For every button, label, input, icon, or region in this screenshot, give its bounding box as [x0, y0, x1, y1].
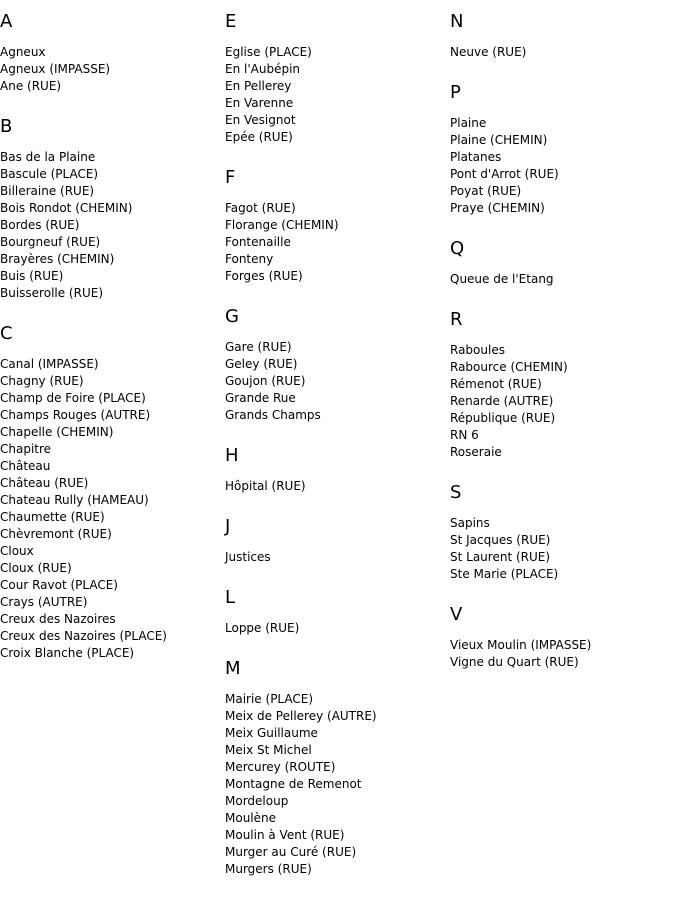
- letter-section-n: [450, 10, 670, 61]
- street-item: Poyat (RUE): [450, 184, 522, 198]
- street-item: Croix Blanche (PLACE): [0, 646, 135, 660]
- index-column-2: [225, 10, 445, 898]
- street-item: Meix de Pellerey (AUTRE): [225, 709, 377, 723]
- section-letter-heading: F: [225, 167, 236, 188]
- section-letter-heading: A: [0, 11, 13, 32]
- street-item: Murgers (RUE): [225, 862, 312, 876]
- street-item: Goujon (RUE): [225, 374, 306, 388]
- street-list: [450, 115, 670, 217]
- section-letter-heading: Q: [450, 238, 465, 259]
- section-letter-heading: V: [450, 604, 463, 625]
- street-item: Hôpital (RUE): [225, 479, 306, 493]
- street-item: Chateau Rully (HAMEAU): [0, 493, 149, 507]
- street-list: [225, 620, 445, 637]
- street-list: [0, 356, 220, 662]
- section-letter-heading: J: [225, 516, 231, 537]
- street-item: En Vesignot: [225, 113, 296, 127]
- street-list: [450, 271, 670, 288]
- letter-section-f: [225, 166, 445, 285]
- street-item: Neuve (RUE): [450, 45, 527, 59]
- index-column-3: [450, 10, 670, 691]
- section-letter-heading: C: [0, 323, 13, 344]
- section-letter-heading: G: [225, 306, 239, 327]
- street-item: Fagot (RUE): [225, 201, 296, 215]
- letter-section-a: [0, 10, 220, 95]
- letter-section-p: [450, 81, 670, 217]
- street-item: St Jacques (RUE): [450, 533, 551, 547]
- street-item: Chapelle (CHEMIN): [0, 425, 114, 439]
- section-letter-heading: P: [450, 82, 461, 103]
- street-item: Pont d'Arrot (RUE): [450, 167, 559, 181]
- street-item: Buis (RUE): [0, 269, 64, 283]
- street-item: Platanes: [450, 150, 502, 164]
- street-item: Loppe (RUE): [225, 621, 300, 635]
- street-item: Agneux (IMPASSE): [0, 62, 111, 76]
- street-item: En l'Aubépin: [225, 62, 301, 76]
- street-item: Canal (IMPASSE): [0, 357, 99, 371]
- street-item: Queue de l'Etang: [450, 272, 554, 286]
- street-item: Montagne de Remenot: [225, 777, 362, 791]
- street-list: [225, 549, 445, 566]
- street-item: RN 6: [450, 428, 479, 442]
- letter-section-q: [450, 237, 670, 288]
- letter-section-c: [0, 322, 220, 662]
- section-letter-heading: B: [0, 116, 13, 137]
- letter-section-h: [225, 444, 445, 495]
- letter-section-m: [225, 657, 445, 878]
- street-item: Bourgneuf (RUE): [0, 235, 101, 249]
- letter-section-e: [225, 10, 445, 146]
- section-letter-heading: R: [450, 309, 463, 330]
- street-list: [225, 478, 445, 495]
- street-item: Mercurey (ROUTE): [225, 760, 336, 774]
- letter-section-v: [450, 603, 670, 671]
- street-item: Château (RUE): [0, 476, 89, 490]
- street-item: Crays (AUTRE): [0, 595, 88, 609]
- street-item: En Pellerey: [225, 79, 292, 93]
- street-item: Raboules: [450, 343, 505, 357]
- street-list: [0, 44, 220, 95]
- street-item: Fontenaille: [225, 235, 291, 249]
- street-item: St Laurent (RUE): [450, 550, 551, 564]
- letter-section-s: [450, 481, 670, 583]
- street-item: Rémenot (RUE): [450, 377, 542, 391]
- section-letter-heading: L: [225, 587, 236, 608]
- street-item: Chèvremont (RUE): [0, 527, 112, 541]
- street-item: Chapitre: [0, 442, 52, 456]
- street-item: Rabource (CHEMIN): [450, 360, 568, 374]
- street-list: [225, 200, 445, 285]
- street-item: Vigne du Quart (RUE): [450, 655, 579, 669]
- street-item: Grande Rue: [225, 391, 296, 405]
- street-item: Cloux: [0, 544, 34, 558]
- street-item: Chaumette (RUE): [0, 510, 105, 524]
- street-item: Bois Rondot (CHEMIN): [0, 201, 133, 215]
- street-item: République (RUE): [450, 411, 556, 425]
- section-letter-heading: E: [225, 11, 237, 32]
- street-item: Forges (RUE): [225, 269, 303, 283]
- street-item: Moulène: [225, 811, 277, 825]
- street-item: Florange (CHEMIN): [225, 218, 339, 232]
- street-list: [225, 691, 445, 878]
- letter-section-g: [225, 305, 445, 424]
- street-item: Brayères (CHEMIN): [0, 252, 115, 266]
- street-item: Chagny (RUE): [0, 374, 84, 388]
- street-item: Ste Marie (PLACE): [450, 567, 559, 581]
- street-item: Murger au Curé (RUE): [225, 845, 357, 859]
- letter-section-r: [450, 308, 670, 461]
- street-item: Mordeloup: [225, 794, 289, 808]
- street-item: Roseraie: [450, 445, 502, 459]
- street-item: En Varenne: [225, 96, 294, 110]
- street-item: Champ de Foire (PLACE): [0, 391, 146, 405]
- letter-section-j: [225, 515, 445, 566]
- street-item: Bas de la Plaine: [0, 150, 96, 164]
- street-list: [225, 339, 445, 424]
- street-item: Eglise (PLACE): [225, 45, 312, 59]
- street-item: Vieux Moulin (IMPASSE): [450, 638, 592, 652]
- street-item: Billeraine (RUE): [0, 184, 95, 198]
- street-item: Creux des Nazoires (PLACE): [0, 629, 167, 643]
- street-item: Creux des Nazoires: [0, 612, 116, 626]
- street-item: Grands Champs: [225, 408, 321, 422]
- street-item: Mairie (PLACE): [225, 692, 314, 706]
- street-list: [450, 44, 670, 61]
- street-item: Ane (RUE): [0, 79, 62, 93]
- street-item: Renarde (AUTRE): [450, 394, 554, 408]
- street-item: Fonteny: [225, 252, 274, 266]
- letter-section-b: [0, 115, 220, 302]
- section-letter-heading: S: [450, 482, 462, 503]
- street-list: [450, 342, 670, 461]
- street-item: Geley (RUE): [225, 357, 298, 371]
- street-item: Agneux: [0, 45, 46, 59]
- street-item: Plaine: [450, 116, 487, 130]
- street-list: [0, 149, 220, 302]
- street-list: [450, 637, 670, 671]
- section-letter-heading: N: [450, 11, 464, 32]
- street-item: Buisserolle (RUE): [0, 286, 104, 300]
- street-item: Justices: [225, 550, 271, 564]
- street-item: Bascule (PLACE): [0, 167, 99, 181]
- index-column-1: [0, 10, 220, 682]
- street-list: [225, 44, 445, 146]
- street-item: Sapins: [450, 516, 490, 530]
- street-item: Meix St Michel: [225, 743, 312, 757]
- street-item: Plaine (CHEMIN): [450, 133, 548, 147]
- street-item: Epée (RUE): [225, 130, 293, 144]
- street-item: Cour Ravot (PLACE): [0, 578, 118, 592]
- street-item: Cloux (RUE): [0, 561, 72, 575]
- street-item: Bordes (RUE): [0, 218, 80, 232]
- section-letter-heading: M: [225, 658, 241, 679]
- street-item: Gare (RUE): [225, 340, 292, 354]
- street-item: Champs Rouges (AUTRE): [0, 408, 151, 422]
- street-item: Château: [0, 459, 51, 473]
- street-item: Moulin à Vent (RUE): [225, 828, 345, 842]
- section-letter-heading: H: [225, 445, 239, 466]
- street-list: [450, 515, 670, 583]
- street-item: Praye (CHEMIN): [450, 201, 545, 215]
- street-item: Meix Guillaume: [225, 726, 318, 740]
- letter-section-l: [225, 586, 445, 637]
